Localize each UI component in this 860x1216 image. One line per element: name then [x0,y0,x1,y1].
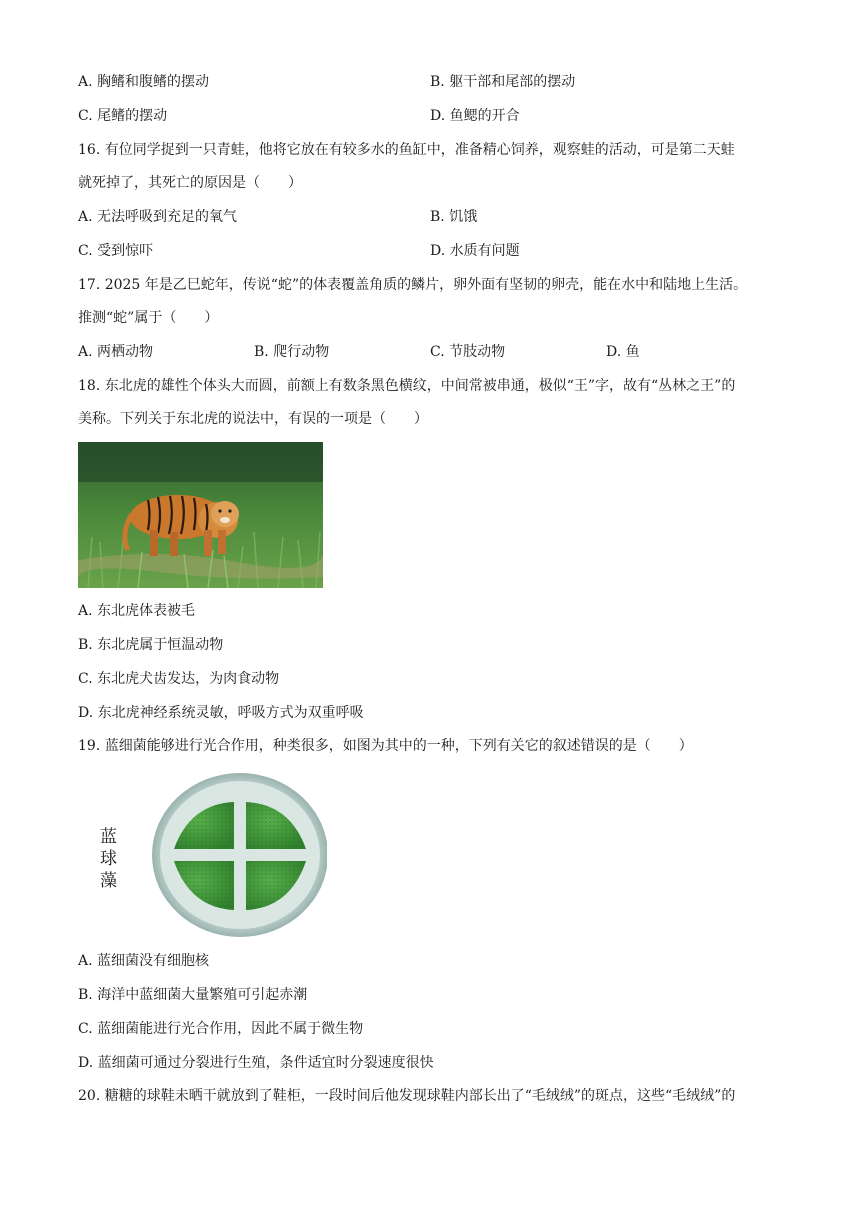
q18-stem-line1: 18. 东北虎的雄性个体头大而圆，前额上有数条黑色横纹，中间常被串通，极似“王”字，故有“丛林之王”的 [78,378,736,394]
q15-option-d: D. 鱼鳃的开合 [430,108,520,124]
label-char-1: 蓝 [100,827,117,847]
q18-option-d: D. 东北虎神经系统灵敏，呼吸方式为双重呼吸 [78,705,364,721]
q19-stem: 19. 蓝细菌能够进行光合作用，种类很多，如图为其中的一种，下列有关它的叙述错误的是（ ） [78,738,693,754]
q17-stem-line1: 17. 2025 年是乙巳蛇年，传说“蛇”的体表覆盖角质的鳞片，卵外面有坚韧的卵壳，能在水中和陆地上生活。 [78,277,748,293]
tiger-photo [78,442,323,588]
q15-option-b: B. 躯干部和尾部的摆动 [430,74,576,90]
q19-option-c: C. 蓝细菌能进行光合作用，因此不属于微生物 [78,1021,364,1037]
cyanobacteria-image [92,772,327,938]
q16-stem-line1: 16. 有位同学捉到一只青蛙，他将它放在有较多水的鱼缸中，准备精心饲养，观察蛙的活动，可是第二天蛙 [78,142,735,158]
q18-option-c: C. 东北虎犬齿发达，为肉食动物 [78,671,280,687]
q19-option-b: B. 海洋中蓝细菌大量繁殖可引起赤潮 [78,987,308,1003]
q16-stem-line2: 就死掉了，其死亡的原因是（ ） [78,175,302,191]
q17-option-a: A. 两栖动物 [78,344,154,360]
q18-stem-line2: 美称。下列关于东北虎的说法中，有误的一项是（ ） [78,411,428,427]
q17-option-c: C. 节肢动物 [430,344,506,360]
q16-option-c: C. 受到惊吓 [78,243,154,259]
q17-stem-line2: 推测“蛇”属于（ ） [78,310,219,326]
q15-option-c: C. 尾鳍的摆动 [78,108,168,124]
q16-option-b: B. 饥饿 [430,209,478,225]
cyanobacteria-label [100,826,120,892]
label-char-3: 藻 [100,871,117,891]
label-char-2: 球 [100,849,117,869]
q18-option-b: B. 东北虎属于恒温动物 [78,637,224,653]
q18-option-a: A. 东北虎体表被毛 [78,603,196,619]
q17-option-b: B. 爬行动物 [254,344,330,360]
q19-option-d: D. 蓝细菌可通过分裂进行生殖，条件适宜时分裂速度很快 [78,1055,434,1071]
q16-option-d: D. 水质有问题 [430,243,520,259]
q17-option-d: D. 鱼 [606,344,640,360]
q19-option-a: A. 蓝细菌没有细胞核 [78,953,210,969]
q20-stem-line1: 20. 糖糖的球鞋未晒干就放到了鞋柜，一段时间后他发现球鞋内部长出了“毛绒绒”的斑点，这些“毛绒绒”的 [78,1088,736,1104]
q16-option-a: A. 无法呼吸到充足的氧气 [78,209,238,225]
q15-option-a: A. 胸鳍和腹鳍的摆动 [78,74,210,90]
